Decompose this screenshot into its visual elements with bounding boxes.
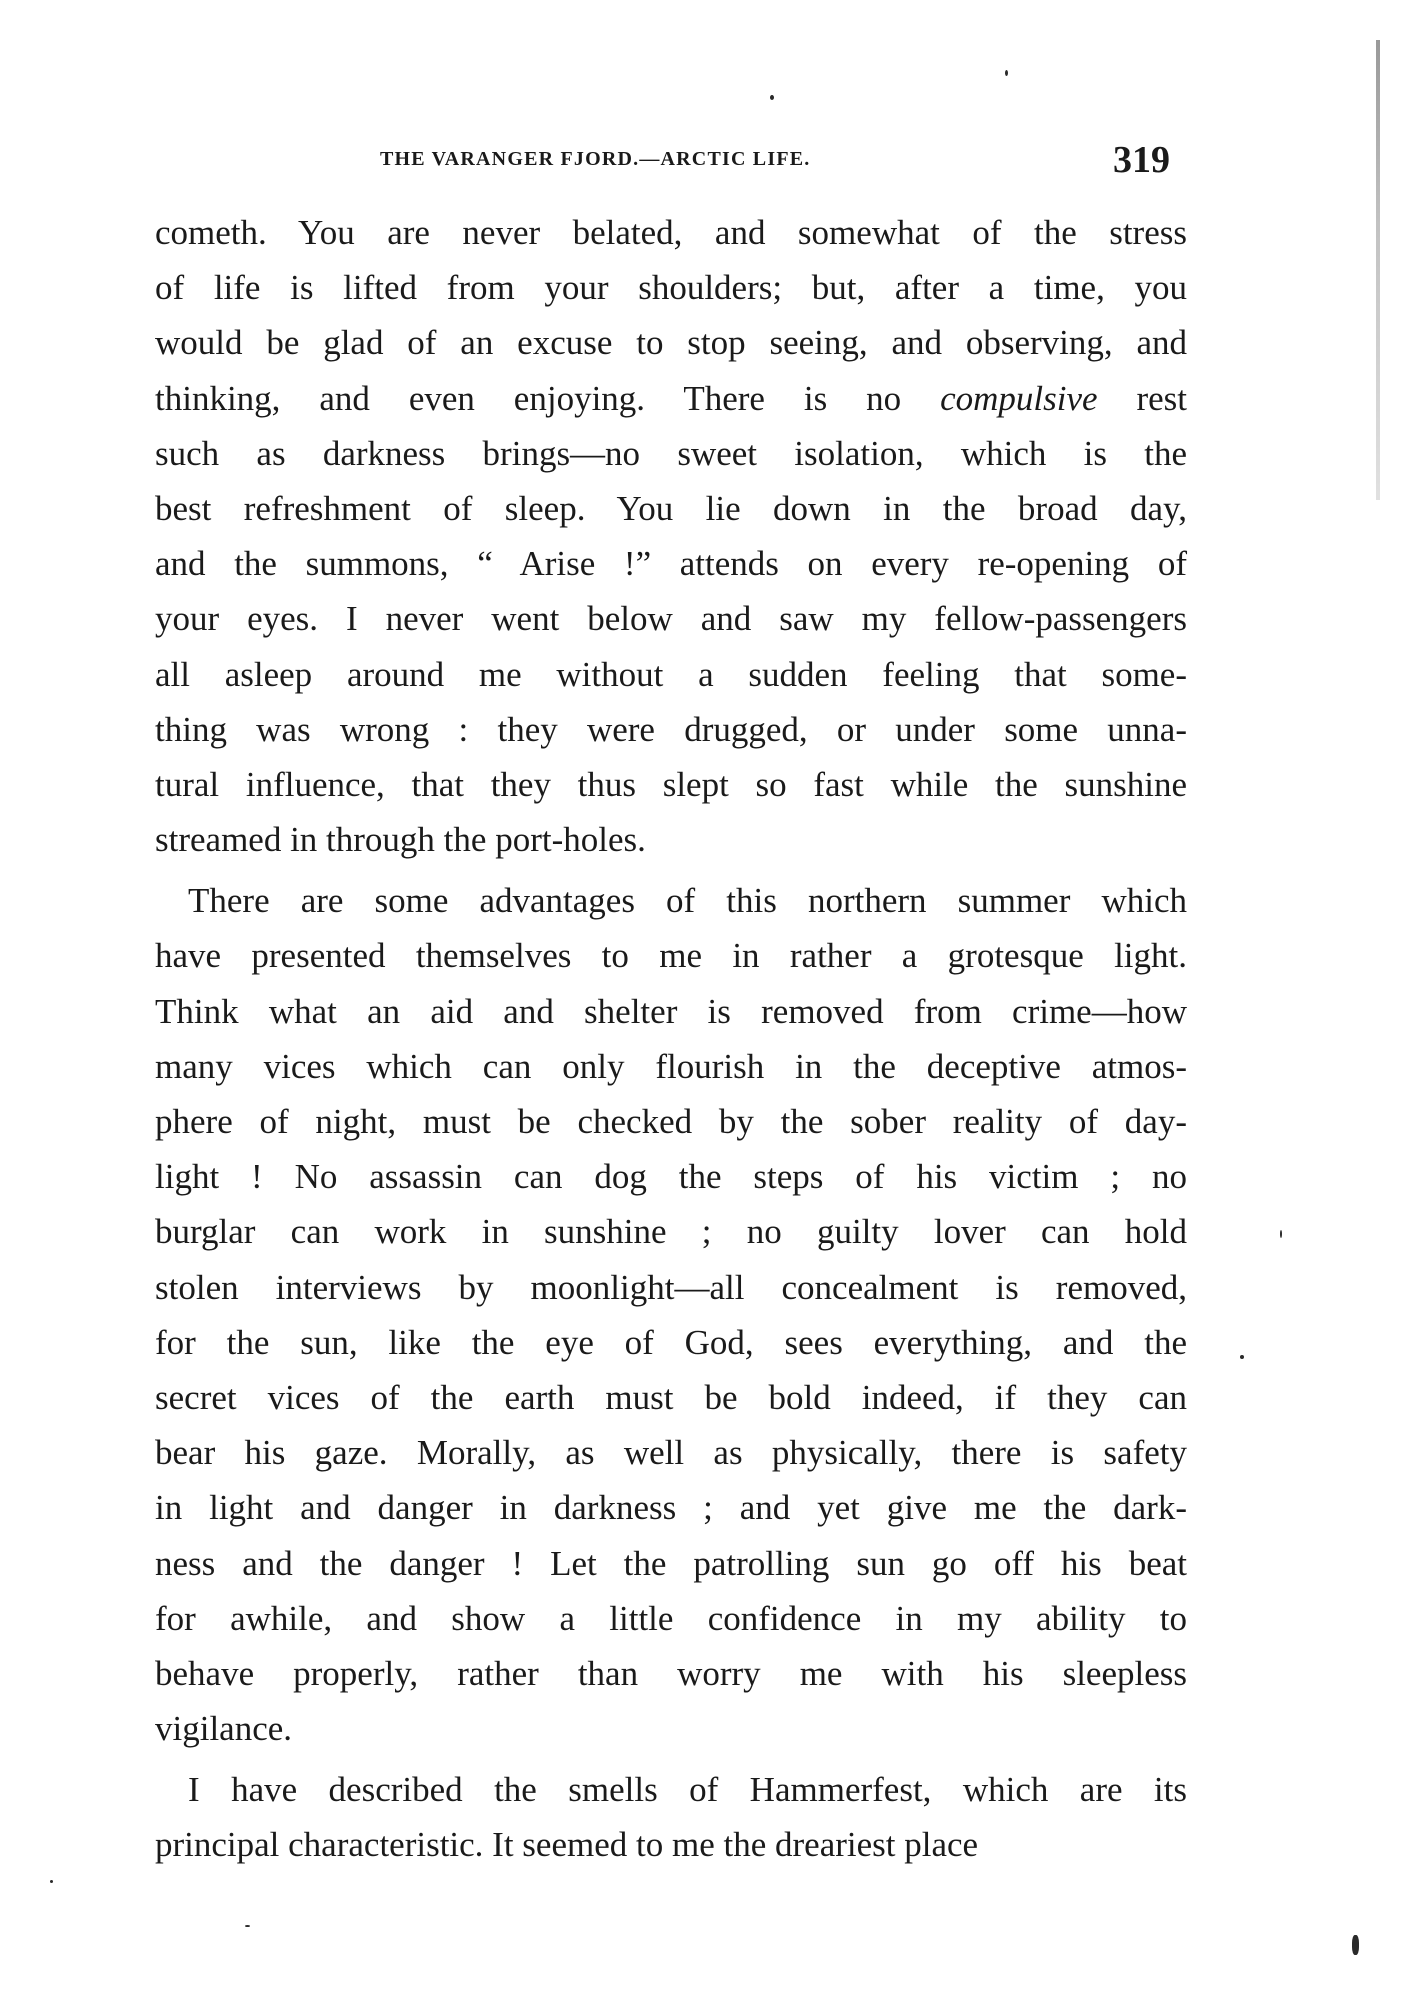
text-line: Think what an aid and shelter is removed from crime—how xyxy=(155,991,1187,1031)
text-line: ness and the danger ! Let the patrolling sun go off his beat xyxy=(155,1543,1187,1583)
text-line: best refreshment of sleep. You lie down in the broad day, xyxy=(155,488,1187,528)
text-line: many vices which can only flourish in the deceptive atmos- xyxy=(155,1046,1187,1086)
text-line: light ! No assassin can dog the steps of his victim ; no xyxy=(155,1157,1187,1197)
ink-speck xyxy=(770,95,774,100)
text-line: streamed in through the port-holes. xyxy=(155,820,646,860)
text-line: stolen interviews by moonlight—all concealment is removed, xyxy=(155,1267,1187,1307)
paragraph xyxy=(155,873,1187,1756)
text-line: vigilance. xyxy=(155,1709,293,1749)
ink-speck xyxy=(50,1880,53,1883)
emphasized-word: compulsive xyxy=(940,378,1098,418)
ink-speck xyxy=(245,1925,250,1927)
text-line: thing was wrong : they were drugged, or under some unna- xyxy=(155,709,1187,749)
text-line: cometh. You are never belated, and somewhat of the stress xyxy=(155,213,1187,252)
text-line: all asleep around me without a sudden feeling that some- xyxy=(155,654,1187,694)
text-line: such as darkness brings—no sweet isolation, which is the xyxy=(155,433,1187,473)
text-line: thinking, and even enjoying. There is no compulsive rest xyxy=(155,378,1187,418)
text-line: behave properly, rather than worry me with his sleepless xyxy=(155,1653,1187,1693)
page-number: 319 xyxy=(1113,139,1170,181)
text-line: principal characteristic. It seemed to me the dreariest place xyxy=(155,1825,979,1865)
text-line: secret vices of the earth must be bold indeed, if they can xyxy=(155,1377,1187,1417)
text-line: your eyes. I never went below and saw my fellow-passengers xyxy=(155,599,1187,639)
ink-speck xyxy=(1352,1935,1359,1955)
text-line: bear his gaze. Morally, as well as physically, there is safety xyxy=(155,1433,1187,1473)
text-line: I have described the smells of Hammerfest, which are its xyxy=(188,1770,1187,1810)
paragraph xyxy=(155,205,1187,867)
text-line: have presented themselves to me in rather a grotesque light. xyxy=(155,936,1187,976)
running-head: THE VARANGER FJORD.—ARCTIC LIFE. xyxy=(380,148,811,170)
text-line: in light and danger in darkness ; and yet give me the dark- xyxy=(155,1488,1187,1528)
body-text xyxy=(155,205,1187,1873)
ink-speck xyxy=(1240,1355,1244,1359)
text-line: and the summons, “ Arise !” attends on every re-opening of xyxy=(155,544,1187,584)
text-line: There are some advantages of this northern summer which xyxy=(188,881,1187,921)
text-line: burglar can work in sunshine ; no guilty lover can hold xyxy=(155,1212,1187,1252)
ink-speck xyxy=(1280,1230,1282,1238)
text-line: for the sun, like the eye of God, sees everything, and the xyxy=(155,1322,1187,1362)
text-line: would be glad of an excuse to stop seeing, and observing, and xyxy=(155,323,1187,363)
ink-speck xyxy=(1005,70,1008,76)
page-edge-shadow xyxy=(1376,40,1380,500)
text-line: phere of night, must be checked by the sober reality of day- xyxy=(155,1102,1187,1141)
paragraph xyxy=(155,1762,1187,1872)
page-header xyxy=(380,138,1170,188)
text-line: for awhile, and show a little confidence in my ability to xyxy=(155,1598,1187,1638)
text-line: tural influence, that they thus slept so fast while the sunshine xyxy=(155,764,1187,804)
text-line: of life is lifted from your shoulders; but, after a time, you xyxy=(155,268,1187,308)
